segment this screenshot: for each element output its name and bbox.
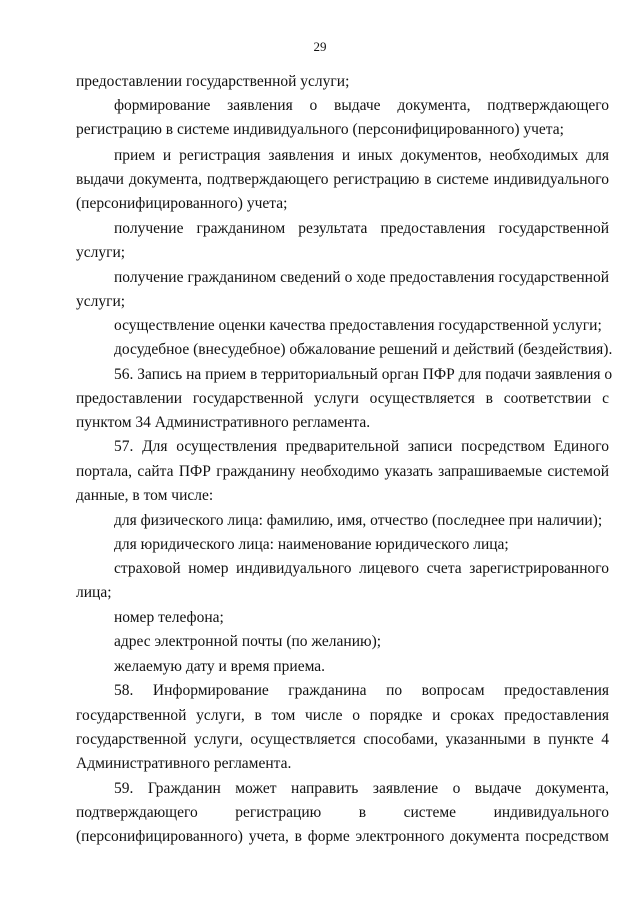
text-line: портала, сайта ПФР гражданину необходимо указать запрашиваемые системой xyxy=(76,463,609,480)
page-number: 29 xyxy=(313,39,327,54)
text-line: формирование заявления о выдаче документа, подтверждающего xyxy=(114,97,609,114)
text-line: государственной услуги, в том числе о порядке и сроках предоставления xyxy=(76,707,609,724)
text-line: подтверждающего регистрацию в системе индивидуального xyxy=(76,804,609,821)
text-line: (персонифицированного) учета; xyxy=(76,195,288,212)
text-line: 57. Для осуществления предварительной записи посредством Единого xyxy=(114,438,609,455)
text-line: Административного регламента. xyxy=(76,755,292,772)
text-line: досудебное (внесудебное) обжалование решений и действий (бездействия). xyxy=(114,341,613,358)
text-line: 56. Запись на прием в территориальный орган ПФР для подачи заявления о xyxy=(114,366,613,383)
text-line: услуги; xyxy=(76,293,126,310)
text-line: осуществление оценки качества предоставления государственной услуги; xyxy=(114,317,602,334)
text-line: лица; xyxy=(76,584,112,601)
text-line: получение гражданином сведений о ходе предоставления государственной xyxy=(114,269,609,286)
text-line: адрес электронной почты (по желанию); xyxy=(114,633,382,650)
text-line: прием и регистрация заявления и иных документов, необходимых для xyxy=(114,147,609,164)
text-line: страховой номер индивидуального лицевого счета зарегистрированного xyxy=(114,560,609,577)
text-line: (персонифицированного) учета, в форме электронного документа посредством xyxy=(76,828,609,845)
text-line: услуги; xyxy=(76,244,126,261)
text-line: регистрацию в системе индивидуального (персонифицированного) учета; xyxy=(76,121,564,138)
text-line: для юридического лица: наименование юридического лица; xyxy=(114,536,509,553)
text-line: пунктом 34 Административного регламента. xyxy=(76,414,371,431)
text-line: государственной услуги, осуществляется способами, указанными в пункте 4 xyxy=(76,731,609,748)
text-line: получение гражданином результата предоставления государственной xyxy=(114,220,609,237)
text-line: 59. Гражданин может направить заявление о выдаче документа, xyxy=(114,780,609,797)
text-line: предоставлении государственной услуги осуществляется в соответствии с xyxy=(76,390,609,407)
text-line: предоставлении государственной услуги; xyxy=(76,73,350,90)
text-line: желаемую дату и время приема. xyxy=(114,658,326,675)
text-line: 58. Информирование гражданина по вопросам предоставления xyxy=(114,682,609,699)
text-line: данные, в том числе: xyxy=(76,487,214,504)
text-line: для физического лица: фамилию, имя, отчество (последнее при наличии); xyxy=(114,512,603,529)
text-line: номер телефона; xyxy=(114,609,224,626)
text-line: выдачи документа, подтверждающего регистрацию в системе индивидуального xyxy=(76,171,609,188)
